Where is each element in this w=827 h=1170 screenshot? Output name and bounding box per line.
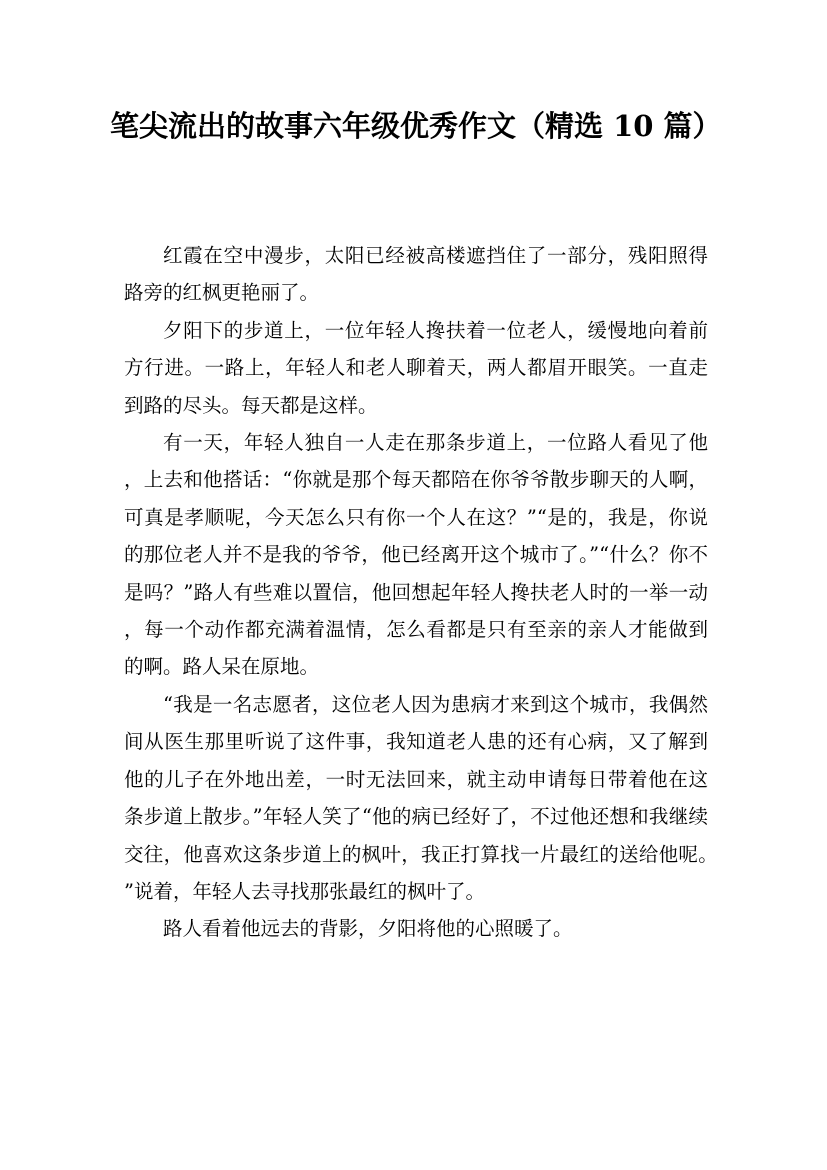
paragraph-5: 路人看着他远去的背影，夕阳将他的心照暖了。 — [163, 917, 573, 941]
document-body — [124, 237, 708, 948]
paragraph-3: 有一天，年轻人独自一人走在那条步道上，一位路人看见了他，上去和他搭话：“你就是那个每天都陪在你爷爷散步聊天的人啊，可真是孝顺呢，今天怎么只有你一个人在这？”“是的，我是，你说的那位老人并不是我的爷爷，他已经离开这个城市了。”“什么？你不是吗？”路人有些难以置信，他回想起年轻人搀扶老人时的一举一动，每一个动作都充满着温情，怎么看都是只有至亲的亲人才能做到的啊。路人呆在原地。 — [124, 431, 708, 679]
paragraph-1: 红霞在空中漫步，太阳已经被高楼遮挡住了一部分，残阳照得路旁的红枫更艳丽了。 — [124, 244, 708, 305]
document-title: 笔尖流出的故事六年级优秀作文（精选 10 篇） — [110, 109, 722, 143]
paragraph-2: 夕阳下的步道上，一位年轻人搀扶着一位老人，缓慢地向着前方行进。一路上，年轻人和老人聊着天，两人都眉开眼笑。一直走到路的尽头。每天都是这样。 — [124, 318, 708, 417]
paragraph-4: “我是一名志愿者，这位老人因为患病才来到这个城市，我偶然间从医生那里听说了这件事，我知道老人患的还有心病，又了解到他的儿子在外地出差，一时无法回来，就主动申请每日带着他在这条步道上散步。”年轻人笑了“他的病已经好了，不过他还想和我继续交往，他喜欢这条步道上的枫叶，我正打算找一片最红的送给他呢。”说着，年轻人去寻找那张最红的枫叶了。 — [124, 692, 708, 903]
